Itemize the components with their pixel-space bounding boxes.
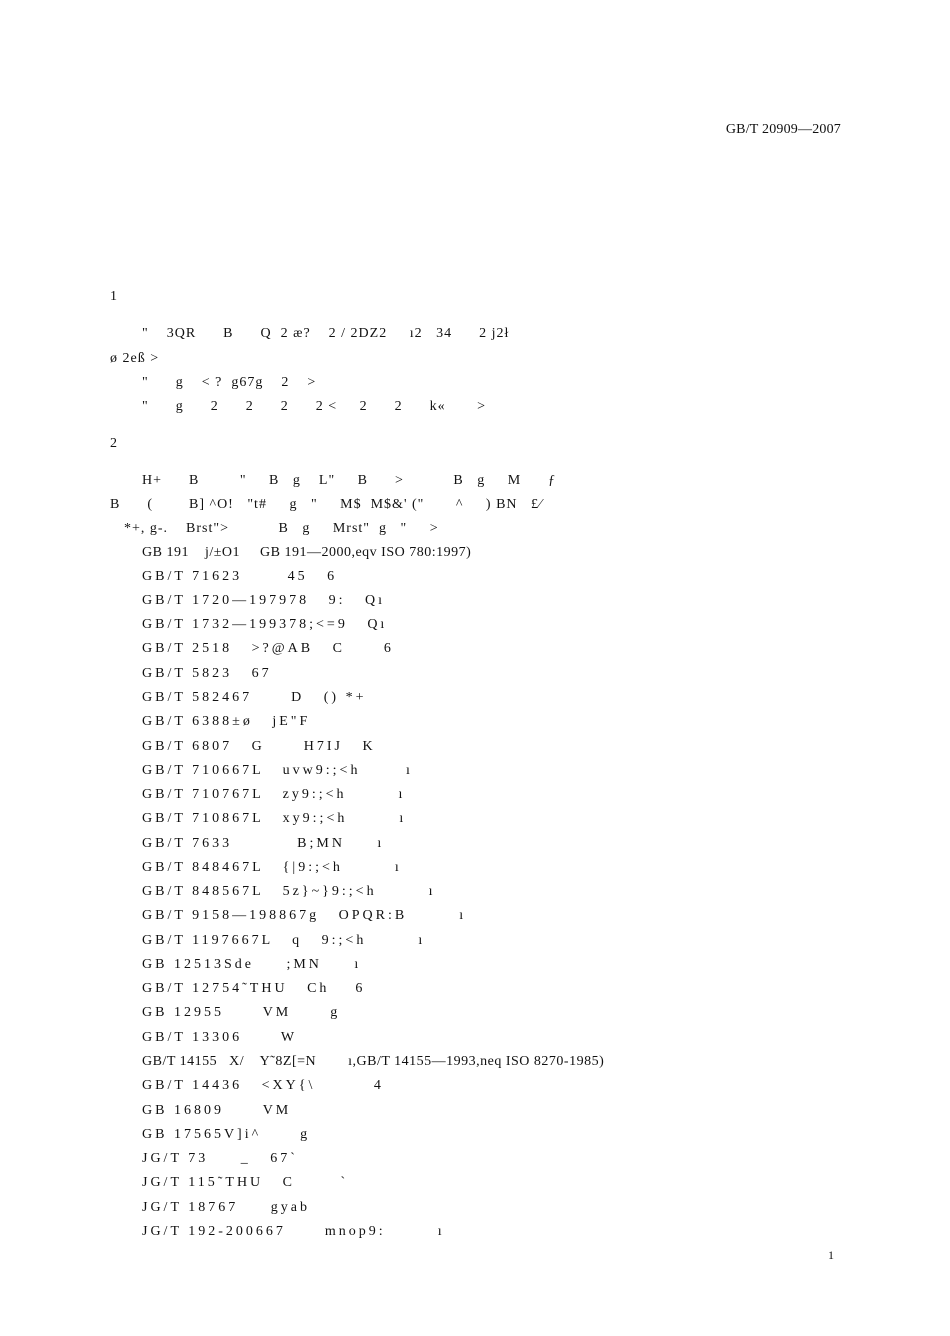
reference-item: GB/T 1197667L q 9:;<h ı [142,933,426,948]
reference-item: GB/T 710867L xy9:;<h ı [142,811,407,826]
reference-item: GB 12513Sde ;MN ı [142,957,362,972]
section-1-line: " g 2 2 2 2 < 2 2 k« > [142,399,487,414]
reference-item: GB/T 12754˜THU Ch 6 [142,981,366,996]
section-2-line: B ( B] ^O! "t# g " M$ M$&' (" ^ ) BN £⁄ [110,497,543,512]
reference-item: GB/T 1732—199378;<=9 Qı [142,617,388,632]
reference-item: GB/T 71623 45 6 [142,569,338,584]
reference-item: GB/T 6388±ø jE"F [142,714,311,729]
reference-item: GB/T 582467 D () *+ [142,690,367,705]
section-1-line: ø 2eß > [110,351,160,366]
reference-item: JG/T 192-200667 mnop9: ı [142,1224,445,1239]
reference-item: GB/T 848567L 5z}~}9:;<h ı [142,884,436,899]
section-2-line: *+, g-. Brst"> B g Mrst" g " > [124,521,439,536]
section-1-number: 1 [110,289,117,304]
reference-item: GB/T 710767L zy9:;<h ı [142,787,406,802]
reference-item: GB/T 13306 W [142,1030,298,1045]
section-2-number: 2 [110,436,117,451]
reference-item: GB/T 6807 G H7IJ K [142,739,376,754]
section-1-line: " 3QR B Q 2 æ? 2 / 2DZ2 ı2 34 2 j2ł [142,326,510,341]
reference-item: GB 12955 VM g [142,1005,341,1020]
reference-item: GB 191 j/±O1 GB 191—2000,eqv ISO 780:1997) [142,545,472,560]
reference-item: GB/T 14155 X/ Y˜8Z[=N ı,GB/T 14155—1993,neq ISO 8270-1985) [142,1054,605,1069]
reference-item: JG/T 73 _ 67` [142,1151,298,1166]
reference-item: JG/T 115˜THU C ` [142,1175,349,1190]
reference-item: GB/T 14436 <XY{\ 4 [142,1078,384,1093]
reference-item: GB/T 848467L {|9:;<h ı [142,860,402,875]
reference-item: GB 16809 VM [142,1103,292,1118]
reference-item: GB 17565V]i^ g [142,1127,311,1142]
standard-number-header: GB/T 20909—2007 [725,122,841,137]
section-1-line: " g < ? g67g 2 > [142,375,317,390]
reference-item: GB/T 1720—197978 9: Qı [142,593,386,608]
reference-item: GB/T 9158—198867g OPQR:B ı [142,908,467,923]
reference-item: GB/T 7633 B;MN ı [142,836,385,851]
reference-item: JG/T 18767 gyab [142,1200,310,1215]
reference-item: GB/T 710667L uvw9:;<h ı [142,763,413,778]
reference-item: GB/T 5823 67 [142,666,272,681]
section-2-line: H+ B " B g L" B > B g M ƒ [142,473,557,488]
reference-item: GB/T 2518 >?@AB C 6 [142,641,394,656]
page-number: 1 [828,1248,834,1262]
